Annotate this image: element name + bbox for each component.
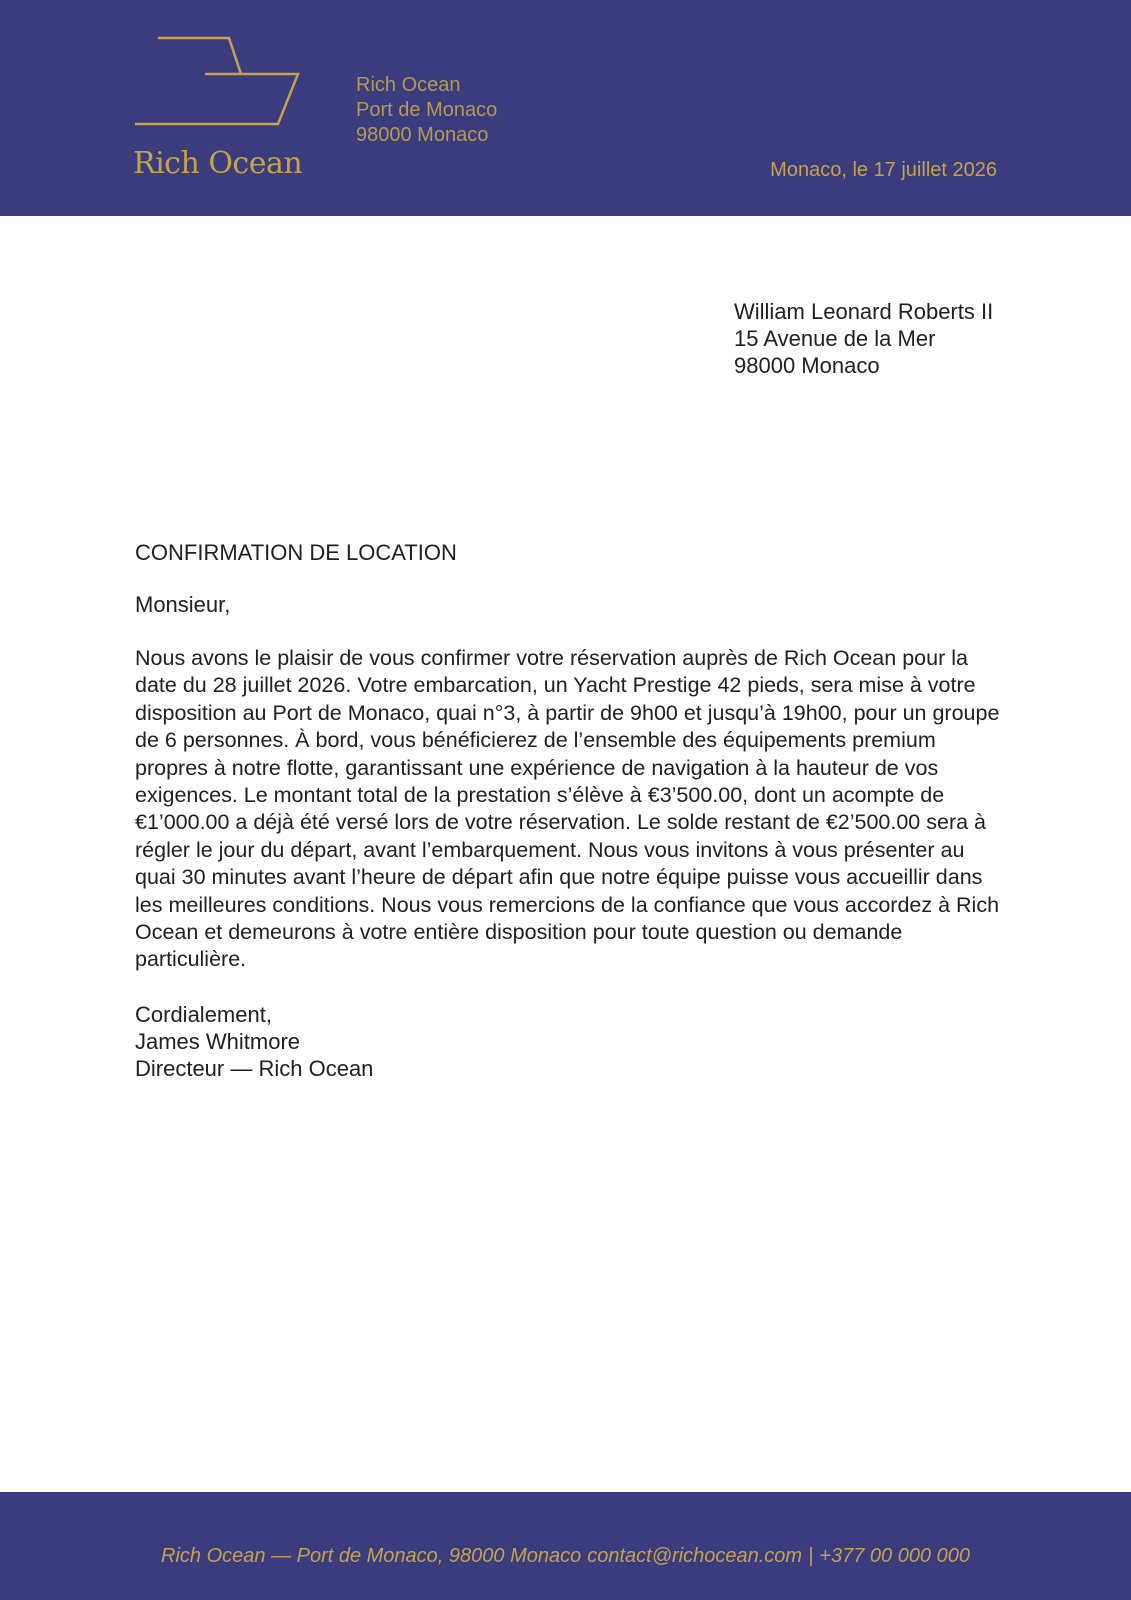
letter-body: Nous avons le plaisir de vous confirmer votre réservation auprès de Rich Ocean pour la date du 28 juillet 2026. Votre embarcation, un Yacht Prestige 42 pieds, sera mise à votre disposition au Port de Monaco, quai n°3, à partir de 9h00 et jusqu’à 19h00, pour un groupe de 6 personnes. À bord, vous bénéficierez de l’ensemble des équipements premium propres à notre flotte, garantissant une expérience de navigation à la hauteur de vos exigences. Le montant total de la prestation s’élève à €3’500.00, dont un acompte de €1’000.00 a déjà été versé lors de votre réservation. Le solde restant de €2’500.00 sera à régler le jour du départ, avant l’embarquement. Nous vous invitons à vous présenter au quai 30 minutes avant l’heure de départ afin que notre équipe puisse vous accueillir dans les meilleures conditions. Nous vous remercions de la confiance que vous accordez à Rich Ocean et demeurons à votre entière disposition pour toute question ou demande particulière. bbox=[135, 646, 1000, 972]
footer-address: Rich Ocean — Port de Monaco, 98000 Monaco bbox=[161, 1545, 582, 1567]
footer-separator: | bbox=[808, 1545, 814, 1567]
recipient-name: William Leonard Roberts II bbox=[734, 299, 994, 324]
sender-city: 98000 Monaco bbox=[356, 124, 489, 146]
sender-name: Rich Ocean bbox=[356, 74, 461, 96]
letter-subject: CONFIRMATION DE LOCATION bbox=[135, 540, 457, 565]
recipient-street: 15 Avenue de la Mer bbox=[734, 326, 936, 351]
sender-address bbox=[356, 73, 497, 148]
closing-phrase: Cordialement, bbox=[135, 1002, 272, 1027]
letterhead-header bbox=[0, 0, 1131, 216]
signatory-name: James Whitmore bbox=[135, 1029, 301, 1054]
letter-salutation: Monsieur, bbox=[135, 592, 231, 617]
footer-phone-link[interactable]: +377 00 000 000 bbox=[819, 1545, 970, 1567]
footer-contact-line bbox=[0, 1545, 1131, 1568]
logo-wordmark: Rich Ocean bbox=[133, 146, 303, 181]
footer-email-link[interactable]: contact@richocean.com bbox=[587, 1545, 803, 1567]
yacht-outline-logo-icon bbox=[133, 36, 301, 128]
letter-closing bbox=[135, 1001, 373, 1082]
letter-date: Monaco, le 17 juillet 2026 bbox=[770, 159, 997, 181]
recipient-city: 98000 Monaco bbox=[734, 353, 880, 378]
recipient-address bbox=[734, 298, 993, 379]
signatory-title: Directeur — Rich Ocean bbox=[135, 1056, 374, 1081]
sender-address-line: Port de Monaco bbox=[356, 99, 498, 121]
